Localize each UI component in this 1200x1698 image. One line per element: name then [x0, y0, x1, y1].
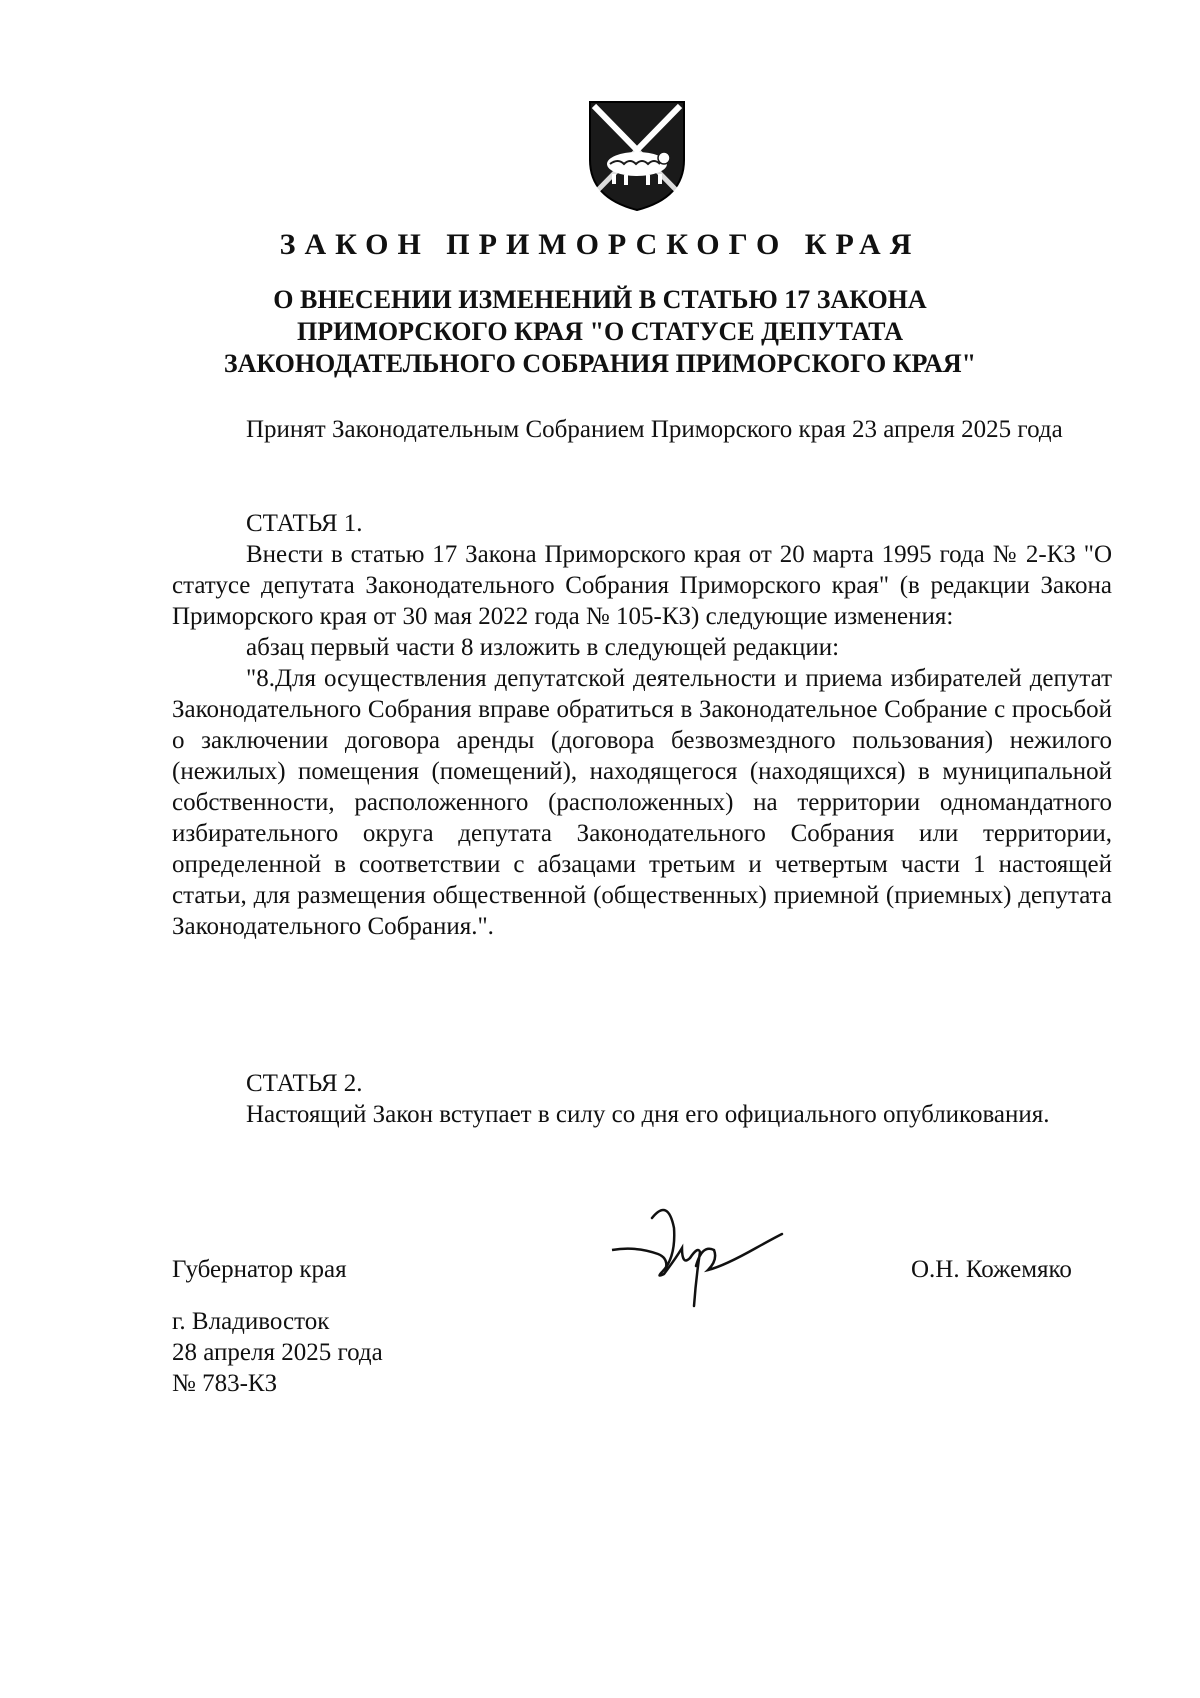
subtitle-line: ПРИМОРСКОГО КРАЯ "О СТАТУСЕ ДЕПУТАТА [297, 317, 903, 346]
subtitle-line: О ВНЕСЕНИИ ИЗМЕНЕНИЙ В СТАТЬЮ 17 ЗАКОНА [273, 285, 927, 314]
article-1-paragraph: Внести в статью 17 Закона Приморского края от 20 марта 1995 года № 2-КЗ "О статусе депутата Законодательного Собрания Приморского края" (в редакции Закона Приморского края от 30 мая 2022 года № 105-КЗ) следующие изменения: [172, 541, 1112, 630]
article-1-paragraph: "8.Для осуществления депутатской деятельности и приема избирателей депутат Законодательного Собрания вправе обратиться в Законодательное Собрание с просьбой о заключении договора аренды (договора безвозмездного пользования) нежилого (нежилых) помещения (помещений), находящегося (находящихся) в муниципальной собственности, расположенного (расположенных) на территории одномандатного избирательного округа депутата Законодательного Собрания или территории, определенной в соответствии с абзацами третьим и четвертым части 1 настоящей статьи, для размещения общественной (общественных) приемной (приемных) депутата Законодательного Собрания.". [172, 665, 1112, 940]
governor-name: О.Н. Кожемяко [911, 1256, 1072, 1283]
law-subtitle [160, 284, 1040, 380]
article-2-text: Настоящий Закон вступает в силу со дня его официального опубликования. [246, 1101, 1050, 1128]
law-number: № 783-КЗ [172, 1370, 278, 1397]
adoption-note [172, 414, 1112, 445]
date: 28 апреля 2025 года [172, 1339, 383, 1366]
article-2 [172, 1068, 1112, 1130]
article-1-heading: СТАТЬЯ 1. [246, 510, 363, 537]
article-1 [172, 508, 1112, 942]
governor-title: Губернатор края [172, 1256, 347, 1283]
article-1-paragraph: абзац первый части 8 изложить в следующей редакции: [246, 634, 840, 661]
article-2-heading: СТАТЬЯ 2. [246, 1070, 363, 1097]
subtitle-line: ЗАКОНОДАТЕЛЬНОГО СОБРАНИЯ ПРИМОРСКОГО КРАЯ" [223, 349, 977, 378]
coat-of-arms-icon [586, 98, 688, 214]
law-title: ЗАКОН ПРИМОРСКОГО КРАЯ [279, 228, 921, 261]
handwritten-signature [606, 1188, 786, 1318]
adoption-text: Принят Законодательным Собранием Приморского края 23 апреля 2025 года [246, 416, 1063, 443]
place-date-block [172, 1306, 383, 1399]
place: г. Владивосток [172, 1308, 330, 1335]
